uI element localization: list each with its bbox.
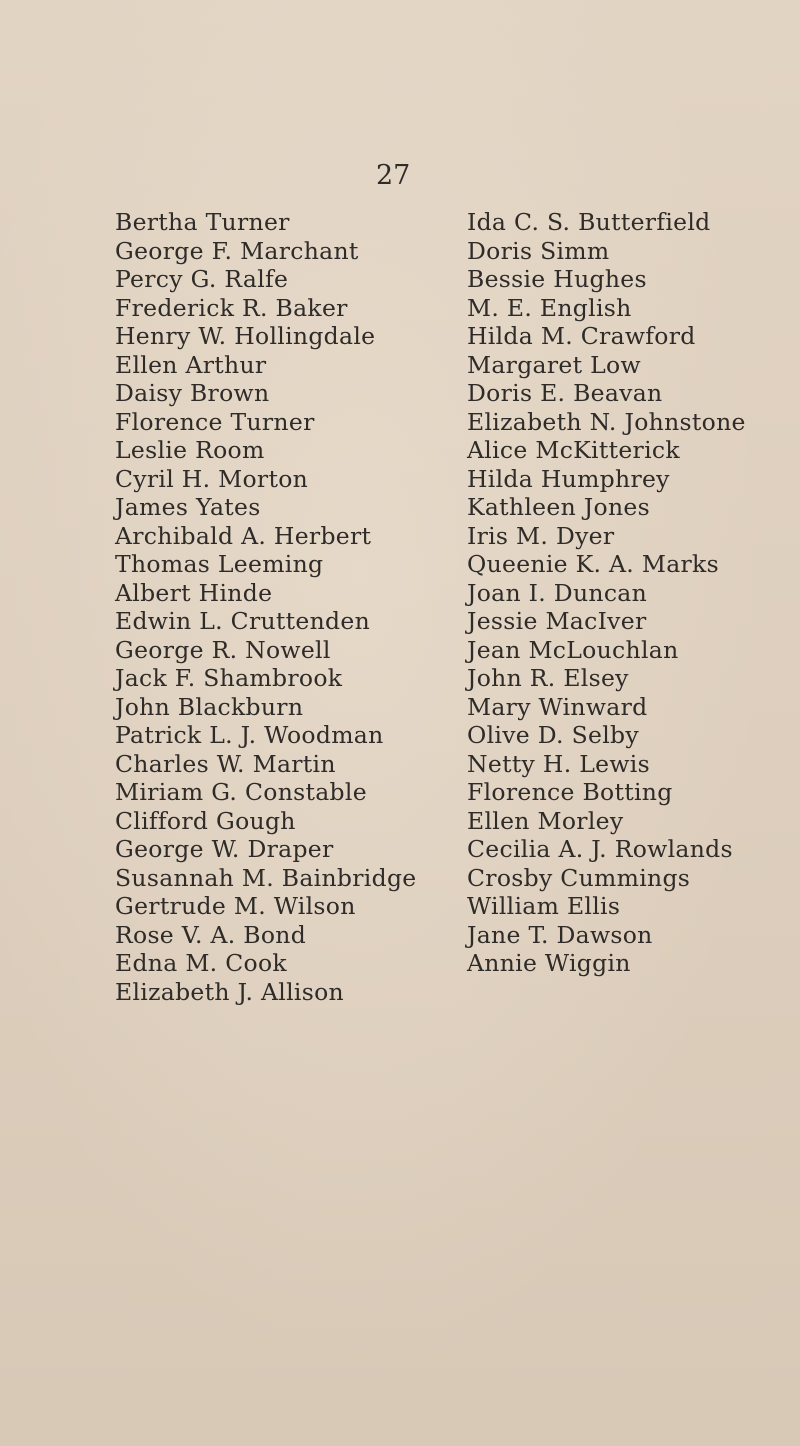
name-entry: Thomas Leeming (115, 550, 324, 578)
page-number: 27 (376, 160, 411, 191)
name-entry: Henry W. Hollingdale (115, 322, 376, 350)
name-entry: Netty H. Lewis (467, 749, 650, 778)
name-entry: Ellen Arthur (115, 350, 267, 379)
name-entry: William Ellis (467, 892, 621, 920)
name-entry: Jessie MacIver (467, 607, 647, 635)
name-entry: John Blackburn (115, 692, 304, 721)
name-entry: Annie Wiggin (467, 949, 631, 977)
name-entry: Margaret Low (467, 350, 641, 379)
name-entry: Susannah M. Bainbridge (115, 863, 417, 892)
name-entry: Frederick R. Baker (115, 293, 348, 322)
name-entry: Rose V. A. Bond (115, 920, 307, 949)
name-entry: Kathleen Jones (467, 493, 650, 521)
name-entry: Cecilia A. J. Rowlands (467, 835, 733, 863)
name-entry: Edwin L. Cruttenden (115, 607, 371, 635)
name-entry: John R. Elsey (467, 664, 629, 692)
name-entry: George R. Nowell (115, 635, 331, 664)
names-column-right (467, 208, 797, 978)
name-entry: Edna M. Cook (115, 949, 287, 977)
name-entry: Elizabeth J. Allison (115, 977, 344, 1006)
name-entry: Miriam G. Constable (115, 778, 367, 806)
name-entry: James Yates (115, 493, 261, 521)
name-entry: Iris M. Dyer (467, 521, 615, 550)
name-entry: M. E. English (467, 293, 632, 322)
name-entry: George F. Marchant (115, 236, 359, 265)
name-entry: Jack F. Shambrook (115, 664, 343, 692)
name-entry: Percy G. Ralfe (115, 265, 289, 293)
name-entry: Cyril H. Morton (115, 464, 309, 493)
name-entry: Bessie Hughes (467, 265, 647, 293)
name-entry: Florence Turner (115, 407, 315, 436)
name-entry: Doris Simm (467, 236, 610, 265)
name-entry: Leslie Room (115, 436, 265, 464)
name-entry: Ellen Morley (467, 806, 624, 835)
name-entry: Jean McLouchlan (467, 635, 679, 664)
name-entry: Doris E. Beavan (467, 379, 663, 407)
name-entry: Joan I. Duncan (467, 578, 648, 607)
name-entry: Jane T. Dawson (467, 920, 653, 949)
name-entry: Charles W. Martin (115, 749, 336, 778)
name-entry: Alice McKitterick (467, 436, 680, 464)
name-entry: Archibald A. Herbert (115, 521, 372, 550)
name-entry: Patrick L. J. Woodman (115, 721, 384, 749)
name-entry: Ida C. S. Butterfield (467, 208, 711, 236)
name-entry: Queenie K. A. Marks (467, 550, 719, 578)
name-entry: Bertha Turner (115, 208, 290, 236)
name-entry: Florence Botting (467, 778, 673, 806)
name-entry: Hilda M. Crawford (467, 322, 696, 350)
name-entry: George W. Draper (115, 835, 334, 863)
name-entry: Crosby Cummings (467, 863, 691, 892)
name-entry: Hilda Humphrey (467, 464, 670, 493)
name-entry: Mary Winward (467, 692, 648, 721)
name-entry: Olive D. Selby (467, 721, 639, 749)
name-entry: Clifford Gough (115, 806, 296, 835)
name-entry: Daisy Brown (115, 379, 270, 407)
name-entry: Elizabeth N. Johnstone (467, 407, 746, 436)
name-entry: Gertrude M. Wilson (115, 892, 356, 920)
name-entry: Albert Hinde (115, 578, 273, 607)
names-column-left (115, 208, 435, 1006)
